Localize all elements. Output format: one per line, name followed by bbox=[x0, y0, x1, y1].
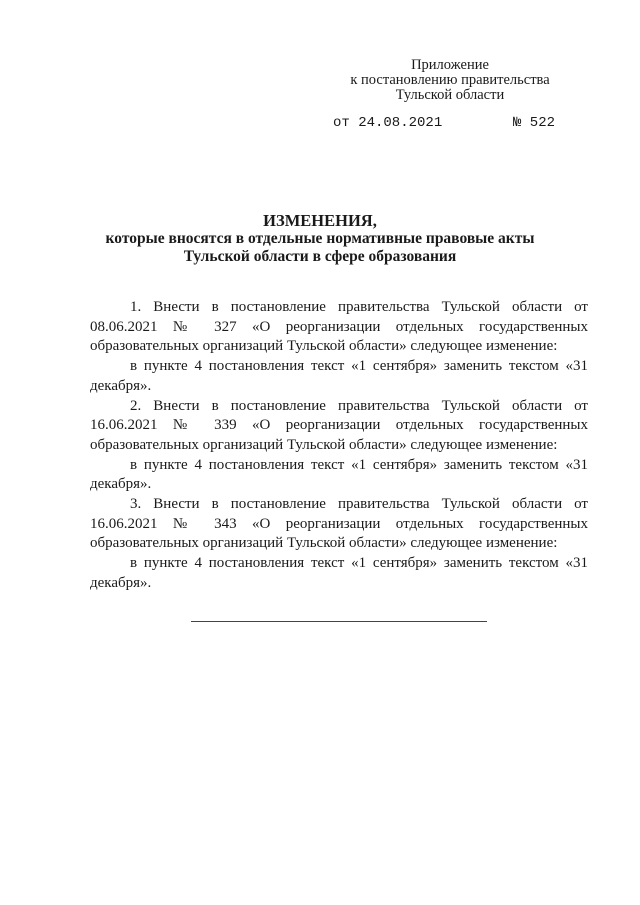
document-title-subtitle: которые вносятся в отдельные нормативные правовые акты bbox=[105, 230, 535, 247]
item-3-change: в пункте 4 постановления текст «1 сентября» заменить текстом «31 декабря». bbox=[90, 555, 588, 591]
appendix-header bbox=[330, 58, 570, 103]
resolution-date-number bbox=[333, 115, 563, 131]
appendix-title: Приложение bbox=[411, 57, 489, 73]
document-body bbox=[90, 298, 588, 594]
item-2-change: в пункте 4 постановления текст «1 сентября» заменить текстом «31 декабря». bbox=[90, 456, 588, 493]
resolution-date: от 24.08.2021 bbox=[333, 115, 443, 131]
item-1-intro: 1. Внести в постановление правительства Тульской области от 08.06.2021 № 327 «О реорганизации отдельных государственных образовательных организаций Тульской области» следующее изменение: bbox=[90, 299, 588, 355]
document-title-main: ИЗМЕНЕНИЯ, bbox=[263, 211, 377, 230]
item-1-change: в пункте 4 постановления текст «1 сентября» заменить текстом «31 декабря». bbox=[90, 358, 588, 394]
resolution-number: № 522 bbox=[513, 115, 556, 131]
end-divider-line bbox=[191, 621, 487, 622]
item-3-intro: 3. Внести в постановление правительства Тульской области от 16.06.2021 № 343 «О реорганизации отдельных государственных образовательных организаций Тульской области» следующее изменение: bbox=[90, 496, 588, 552]
document-title bbox=[90, 212, 550, 266]
document-title-scope: Тульской области в сфере образования bbox=[183, 248, 457, 265]
appendix-reference: к постановлению правительства bbox=[350, 72, 550, 88]
appendix-region: Тульской области bbox=[395, 87, 505, 103]
item-2-intro: 2. Внести в постановление правительства Тульской области от 16.06.2021 № 339 «О реорганизации отдельных государственных образовательных организаций Тульской области» следующее изменение: bbox=[90, 397, 588, 453]
